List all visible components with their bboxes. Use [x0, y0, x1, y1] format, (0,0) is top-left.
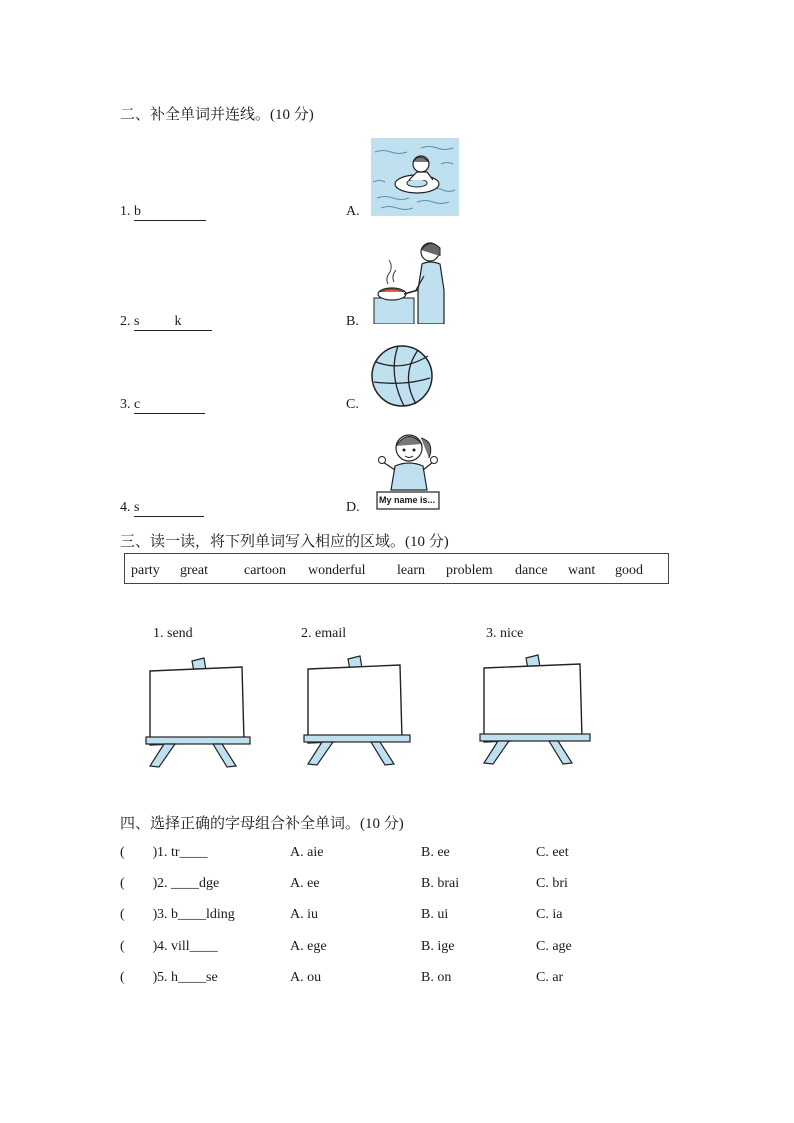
sign-text: My name is... — [379, 495, 436, 505]
item-number: 2. — [120, 314, 131, 329]
fill-item-4 — [120, 500, 204, 517]
word-bank-item: problem — [446, 563, 493, 578]
swimming-girl-picture — [371, 138, 459, 216]
fill-item-2 — [120, 314, 212, 331]
board-label-1: 1. send — [153, 626, 193, 641]
answer-paren[interactable]: ( ) — [120, 939, 158, 954]
section3-title: 三、读一读，将下列单词写入相应的区域。(10 分) — [120, 534, 449, 550]
option-b-letter: B. — [346, 314, 359, 329]
answer-paren[interactable]: ( ) — [120, 970, 158, 985]
option-b: B. ee — [421, 845, 450, 860]
word-bank-item: wonderful — [308, 563, 366, 578]
word-bank-item: good — [615, 563, 643, 578]
basketball-picture — [370, 344, 434, 408]
easel-board-3 — [478, 654, 594, 766]
word-bank-item: dance — [515, 563, 548, 578]
option-a: A. iu — [290, 907, 318, 922]
section2-title: 二、补全单词并连线。(10 分) — [120, 107, 314, 123]
question-text: 1. tr____ — [157, 845, 208, 860]
board-label-3: 3. nice — [486, 626, 524, 641]
option-b: B. ui — [421, 907, 449, 922]
easel-board-1 — [144, 657, 254, 769]
question-text: 3. b____lding — [157, 907, 235, 922]
question-text: 4. vill____ — [157, 939, 218, 954]
item-number: 3. — [120, 397, 131, 412]
answer-paren[interactable]: ( ) — [120, 907, 158, 922]
option-a: A. ee — [290, 876, 320, 891]
option-a: A. ou — [290, 970, 322, 985]
option-d-letter: D. — [346, 500, 360, 515]
question-text: 5. h____se — [157, 970, 218, 985]
item-number: 1. — [120, 204, 131, 219]
cooking-woman-picture — [372, 240, 452, 324]
option-c: C. eet — [536, 845, 569, 860]
item-word-blank: s — [134, 500, 204, 517]
option-c: C. ar — [536, 970, 564, 985]
board-label-2: 2. email — [301, 626, 347, 641]
word-bank-box — [124, 553, 669, 584]
word-bank-item: cartoon — [244, 563, 286, 578]
easel-board-2 — [302, 655, 414, 767]
word-bank-item: party — [131, 563, 160, 578]
option-c: C. bri — [536, 876, 568, 891]
answer-paren[interactable]: ( ) — [120, 845, 158, 860]
option-c: C. age — [536, 939, 572, 954]
option-a: A. ege — [290, 939, 327, 954]
fill-item-3 — [120, 397, 205, 414]
item-word-blank: b — [134, 204, 206, 221]
option-c-letter: C. — [346, 397, 359, 412]
section4-title: 四、选择正确的字母组合补全单词。(10 分) — [120, 816, 404, 832]
option-b: B. on — [421, 970, 452, 985]
word-bank-item: great — [180, 563, 208, 578]
option-a-letter: A. — [346, 204, 360, 219]
item-number: 4. — [120, 500, 131, 515]
word-bank-item: want — [568, 563, 596, 578]
item-word-blank: s k — [134, 314, 212, 331]
option-b: B. ige — [421, 939, 455, 954]
option-a: A. aie — [290, 845, 324, 860]
question-text: 2. ____dge — [157, 876, 220, 891]
word-bank-item: learn — [397, 563, 425, 578]
answer-paren[interactable]: ( ) — [120, 876, 158, 891]
option-c: C. ia — [536, 907, 563, 922]
fill-item-1 — [120, 204, 206, 221]
option-b: B. brai — [421, 876, 460, 891]
item-word-blank: c — [134, 397, 205, 414]
